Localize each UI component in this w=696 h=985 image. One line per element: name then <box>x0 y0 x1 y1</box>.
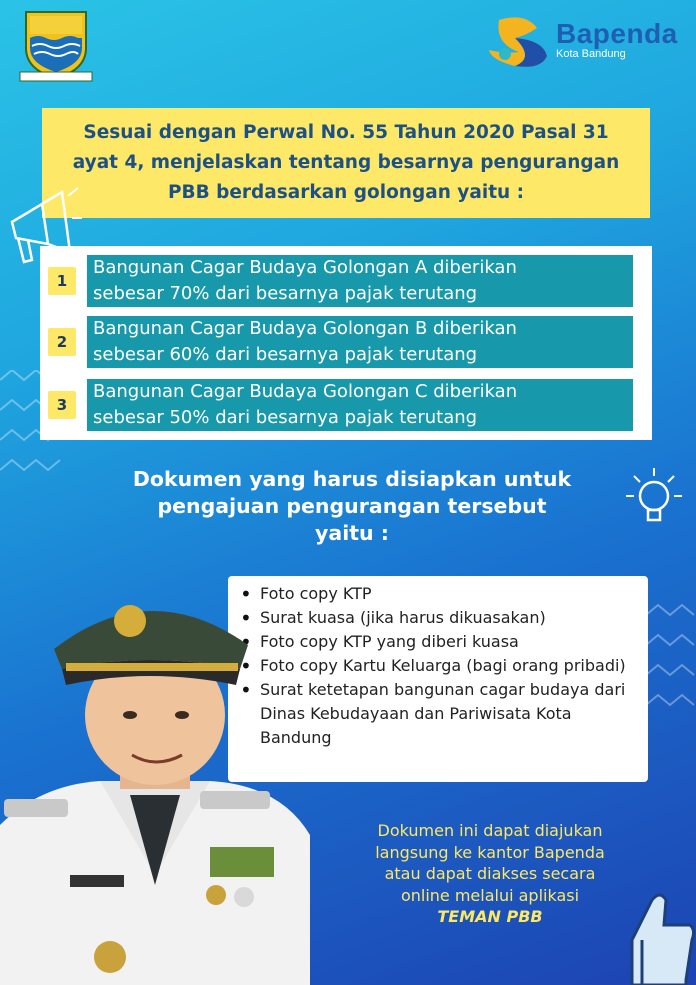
documents-title-line: pengajuan pengurangan tersebut <box>157 494 547 518</box>
list-item: • Foto copy Kartu Keluarga (bagi orang pribadi) <box>260 654 648 678</box>
item-text <box>87 255 633 307</box>
list-item: • Surat kuasa (jika harus dikuasakan) <box>260 606 648 630</box>
submission-note <box>330 820 650 928</box>
list-item <box>40 255 652 307</box>
intro-line: Sesuai dengan Perwal No. 55 Tahun 2020 Pasal 31 <box>83 122 609 143</box>
list-item: • Surat ketetapan bangunan cagar budaya dari Dinas Kebudayaan dan Pariwisata Kota Bandung <box>260 678 648 750</box>
note-line: Dokumen ini dapat diajukan <box>377 821 603 840</box>
brand-subtitle: Kota Bandung <box>556 48 626 60</box>
list-item: • Foto copy KTP <box>260 582 648 606</box>
note-line: online melalui aplikasi <box>400 885 580 905</box>
item-number-badge: 3 <box>48 391 76 419</box>
list-item <box>40 379 652 431</box>
item-text-line: Bangunan Cagar Budaya Golongan A diberikan <box>93 257 517 278</box>
item-text-line: sebesar 50% dari besarnya pajak terutang <box>93 407 478 428</box>
bandung-crest-logo <box>16 8 96 84</box>
documents-title <box>92 466 612 547</box>
item-text-line: Bangunan Cagar Budaya Golongan C diberikan <box>93 381 518 402</box>
item-text-line: sebesar 70% dari besarnya pajak terutang <box>93 283 478 304</box>
zigzag-decoration-right <box>646 600 696 720</box>
lightbulb-icon <box>616 462 692 544</box>
note-line: langsung ke kantor Bapenda <box>375 842 605 862</box>
documents-title-line: Dokumen yang harus disiapkan untuk <box>132 467 572 491</box>
item-text-line: Bangunan Cagar Budaya Golongan B diberikan <box>93 318 517 339</box>
item-text <box>87 316 633 368</box>
thumbs-up-icon <box>612 880 696 985</box>
app-name: TEMAN PBB <box>437 907 543 926</box>
intro-line: PBB berdasarkan golongan yaitu : <box>167 182 525 203</box>
item-text-line: sebesar 60% dari besarnya pajak terutang <box>93 344 478 365</box>
list-item <box>40 316 652 368</box>
note-line: atau dapat diakses secara <box>384 864 596 883</box>
item-number-badge: 1 <box>48 267 76 295</box>
intro-line: ayat 4, menjelaskan tentang besarnya pengurangan <box>72 152 620 173</box>
brand-name: Bapenda <box>556 18 678 49</box>
documents-title-line: yaitu : <box>315 521 389 545</box>
list-item: • Foto copy KTP yang diberi kuasa <box>260 630 648 654</box>
reductions-list <box>40 246 652 440</box>
item-number-badge: 2 <box>48 328 76 356</box>
intro-box <box>42 108 650 218</box>
official-portrait <box>0 585 310 985</box>
item-text <box>87 379 633 431</box>
